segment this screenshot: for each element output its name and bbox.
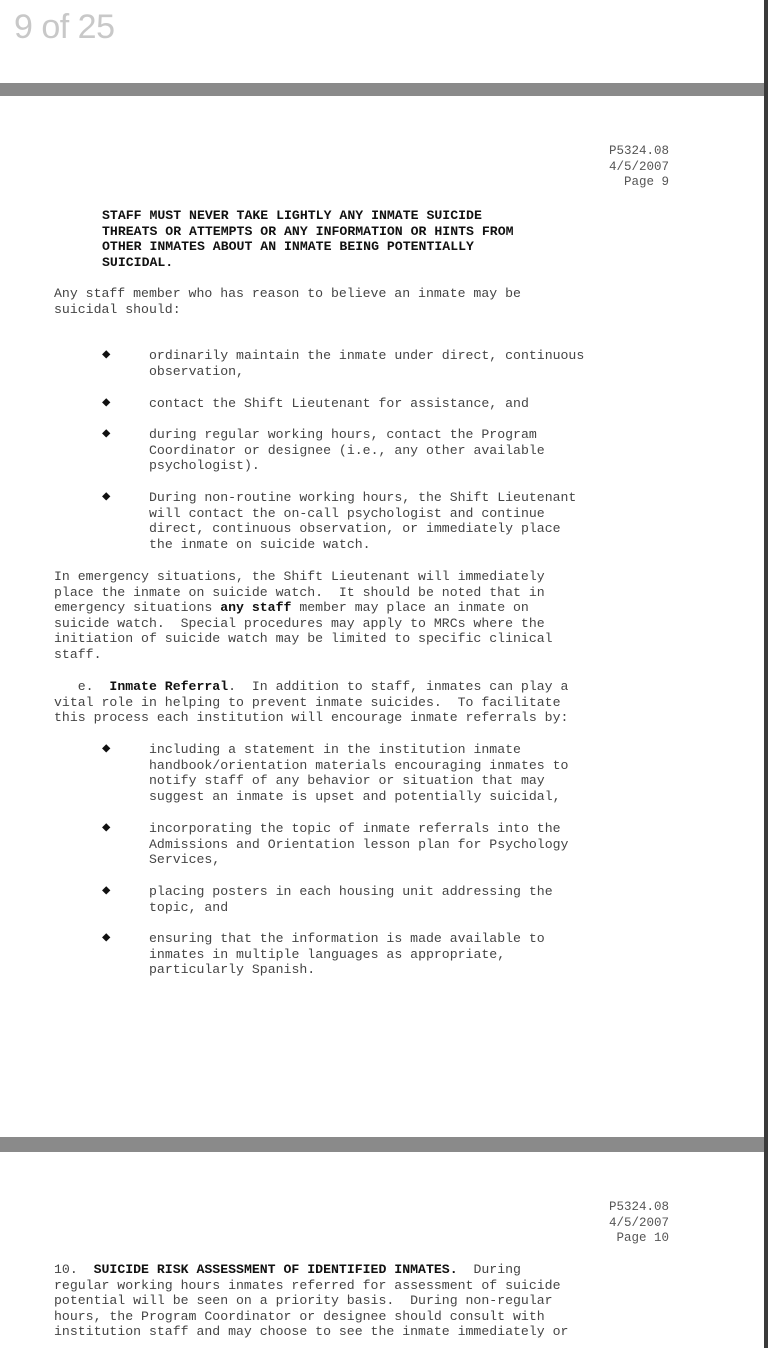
page-header bbox=[609, 144, 669, 191]
bullet-icon: ◆ bbox=[102, 347, 111, 363]
document-page-10[interactable] bbox=[0, 1152, 764, 1348]
referral-first-line: . In addition to staff, inmates can play a bbox=[228, 679, 569, 694]
bullet-icon: ◆ bbox=[102, 741, 111, 757]
document-id: P5324.08 bbox=[608, 144, 669, 158]
list-item: including a statement in the institution inmate handbook/orientation materials encouraging inmates to notify staff of any behavior or situation that may suggest an inmate is upset and potentially suicidal, bbox=[149, 742, 569, 804]
list-item: incorporating the topic of inmate referrals into the Admissions and Orientation lesson plan for Psychology Services, bbox=[149, 821, 569, 868]
section-heading: SUICIDE RISK ASSESSMENT OF IDENTIFIED INMATES. bbox=[93, 1262, 458, 1277]
intro-paragraph: Any staff member who has reason to believe an inmate may be suicidal should: bbox=[54, 286, 521, 317]
emergency-text-1: In emergency situations, the Shift Lieutenant will immediately place the inmate on suicide watch. It should be noted that in emergency situations bbox=[54, 569, 545, 616]
list-item: During non-routine working hours, the Shift Lieutenant will contact the on-call psychologist and continue direct, continuous observation, or immediately place the inmate on suicide watch. bbox=[149, 490, 577, 552]
section-10-paragraph bbox=[54, 1262, 568, 1340]
page-number: Page 10 bbox=[616, 1231, 669, 1245]
list-item: during regular working hours, contact the Program Coordinator or designee (i.e., any other available psychologist). bbox=[149, 427, 545, 474]
list-item: ordinarily maintain the inmate under direct, continuous observation, bbox=[149, 348, 585, 379]
page-number: Page 9 bbox=[623, 175, 669, 189]
section-body: regular working hours inmates referred for assessment of suicide potential will be seen on a priority basis. During non-regular hours, the Program Coordinator or designee should consult with institution staff and may choose to see the inmate immediately or bbox=[54, 1277, 569, 1340]
warning-statement: STAFF MUST NEVER TAKE LIGHTLY ANY INMATE SUICIDE THREATS OR ATTEMPTS OR ANY INFORMATION OR HINTS FROM OTHER INMATES ABOUT AN INMATE BEING POTENTIALLY SUICIDAL. bbox=[102, 208, 514, 270]
page-header bbox=[609, 1200, 669, 1247]
emergency-paragraph bbox=[54, 569, 553, 663]
emergency-text-2: member may place an inmate on suicide watch. Special procedures may apply to MRCs where the initiation of suicide watch may be limited to specific clinical staff. bbox=[54, 600, 553, 662]
referral-paragraph bbox=[54, 679, 568, 726]
previous-page-bottom bbox=[0, 0, 764, 83]
bullet-icon: ◆ bbox=[102, 930, 111, 946]
document-page-9[interactable] bbox=[0, 96, 764, 1137]
section-first-line: During bbox=[457, 1262, 521, 1277]
referral-prefix: e. bbox=[54, 679, 110, 694]
list-item: ensuring that the information is made available to inmates in multiple languages as appropriate, particularly Spanish. bbox=[149, 931, 545, 978]
list-item: placing posters in each housing unit addressing the topic, and bbox=[149, 884, 553, 915]
referral-heading: Inmate Referral bbox=[109, 679, 229, 694]
document-date: 4/5/2007 bbox=[608, 159, 669, 174]
list-item: contact the Shift Lieutenant for assistance, and bbox=[149, 396, 529, 411]
bullet-icon: ◆ bbox=[102, 489, 111, 505]
page-counter: 9 of 25 bbox=[14, 8, 115, 46]
emergency-emphasis: any staff bbox=[220, 600, 292, 616]
section-number: 10. bbox=[54, 1262, 94, 1277]
bullet-icon: ◆ bbox=[102, 395, 111, 411]
bullet-icon: ◆ bbox=[102, 426, 111, 442]
document-date: 4/5/2007 bbox=[608, 1215, 669, 1230]
document-id: P5324.08 bbox=[608, 1200, 669, 1214]
bullet-icon: ◆ bbox=[102, 883, 111, 899]
viewer-edge bbox=[764, 0, 768, 1348]
bullet-icon: ◆ bbox=[102, 820, 111, 836]
referral-body: vital role in helping to prevent inmate suicides. To facilitate this process each institution will encourage inmate referrals by: bbox=[54, 694, 569, 726]
